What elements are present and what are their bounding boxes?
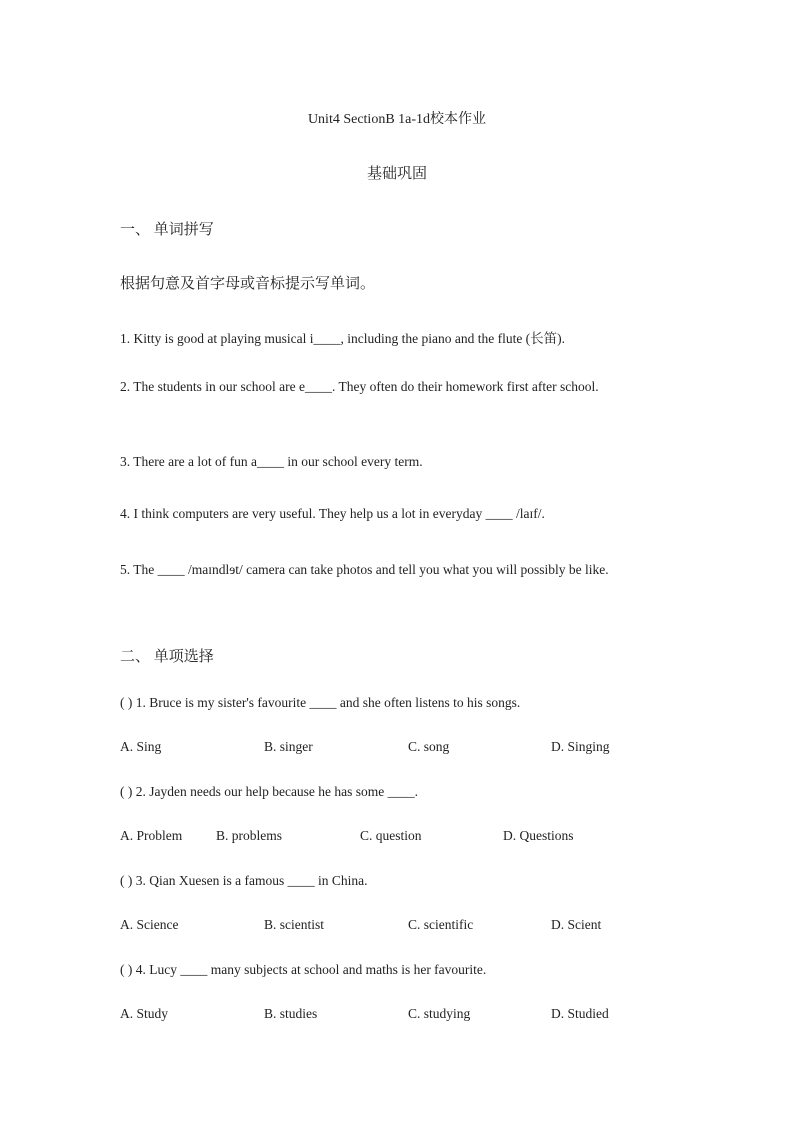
option-b: B. scientist bbox=[264, 917, 324, 932]
option-d: D. Singing bbox=[551, 739, 610, 754]
option-b: B. singer bbox=[264, 739, 313, 754]
option-d: D. Studied bbox=[551, 1006, 609, 1021]
mc-options-2 bbox=[120, 828, 674, 848]
mc-question-1: ( ) 1. Bruce is my sister's favourite ____ and she often listens to his songs. bbox=[120, 695, 521, 710]
mc-question-3: ( ) 3. Qian Xuesen is a famous ____ in China. bbox=[120, 873, 368, 888]
option-d: D. Questions bbox=[503, 828, 574, 843]
spelling-item-4: 4. I think computers are very useful. They help us a lot in everyday ____ /laɪf/. bbox=[120, 506, 545, 521]
document-subtitle: 基础巩固 bbox=[366, 166, 427, 182]
mc-options-3 bbox=[120, 917, 674, 937]
section1-instruction: 根据句意及首字母或音标提示写单词。 bbox=[120, 276, 376, 292]
mc-options-4 bbox=[120, 1006, 674, 1026]
option-a: A. Problem bbox=[120, 828, 183, 843]
section2-heading: 二、 单项选择 bbox=[120, 649, 214, 665]
mc-options-1 bbox=[120, 739, 674, 759]
option-a: A. Study bbox=[120, 1006, 169, 1021]
option-b: B. problems bbox=[216, 828, 282, 843]
option-c: C. question bbox=[360, 828, 422, 843]
option-c: C. studying bbox=[408, 1006, 471, 1021]
option-d: D. Scient bbox=[551, 917, 602, 932]
document-title: Unit4 SectionB 1a-1d校本作业 bbox=[307, 112, 487, 127]
option-b: B. studies bbox=[264, 1006, 318, 1021]
spelling-item-5: 5. The ____ /maɪndlɘt/ camera can take photos and tell you what you will possibly be like. bbox=[120, 562, 609, 577]
option-a: A. Science bbox=[120, 917, 179, 932]
mc-question-4: ( ) 4. Lucy ____ many subjects at school and maths is her favourite. bbox=[120, 962, 487, 977]
spelling-item-3: 3. There are a lot of fun a____ in our school every term. bbox=[120, 454, 423, 469]
spelling-item-1: 1. Kitty is good at playing musical i____, including the piano and the flute (长笛). bbox=[120, 331, 566, 346]
option-c: C. scientific bbox=[408, 917, 474, 932]
option-c: C. song bbox=[408, 739, 450, 754]
section1-heading: 一、 单词拼写 bbox=[120, 222, 214, 238]
spelling-item-2: 2. The students in our school are e____. They often do their homework first after school. bbox=[120, 379, 599, 394]
mc-question-2: ( ) 2. Jayden needs our help because he has some ____. bbox=[120, 784, 419, 799]
option-a: A. Sing bbox=[120, 739, 162, 754]
